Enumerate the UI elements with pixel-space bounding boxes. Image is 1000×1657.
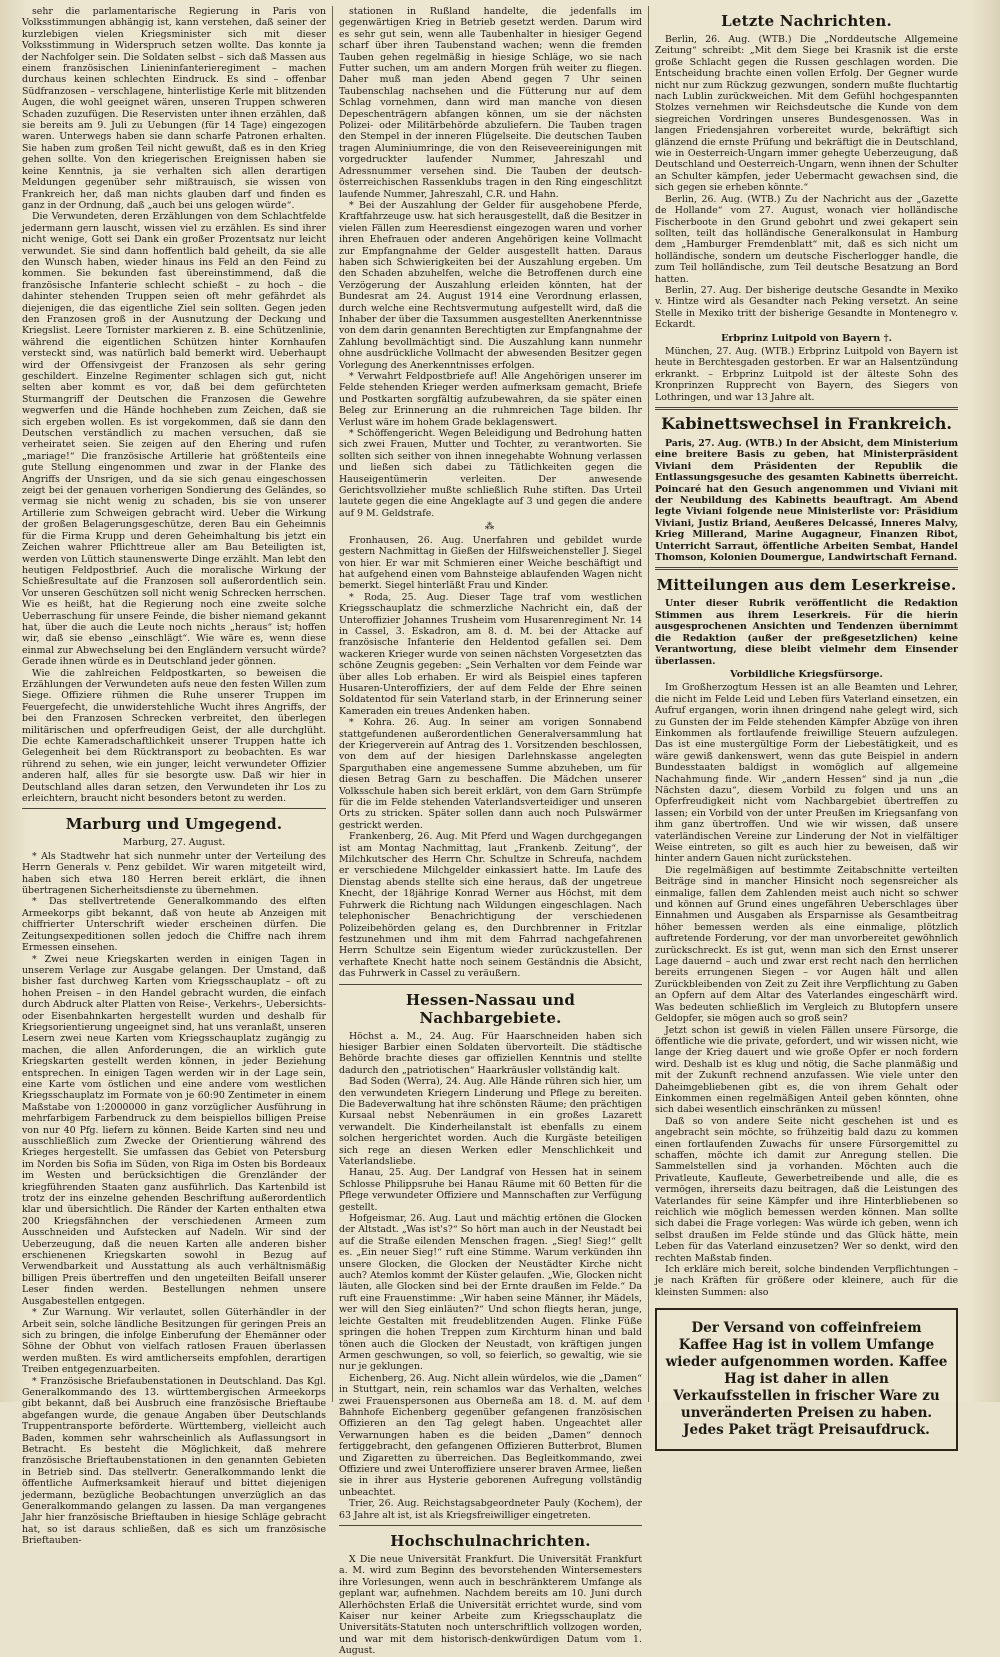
section-title-hochschul: Hochschulnachrichten.	[390, 1532, 591, 1550]
divider	[339, 1525, 642, 1526]
news-item: Berlin, 27. Aug. Der bisherige deutsche Gesandte in Mexiko v. Hintze wird als Gesandter nach Peking versetzt. An seine Stelle in Mexiko tritt der bisherige Gesandte in Montenegro v. Eckardt.	[655, 284, 958, 331]
article-paragraph: * Verwahrt Feldpostbriefe auf! Alle Angehörigen unserer im Felde stehenden Krieger werden aufmerksam gemacht, Briefe und Postkarten sorgfältig aufzubewahren, da sie später einen Beleg zur Erinnerung an die ruhmreichen Tage bilden. Ihr Verlust wäre im hohem Grade beklagenswert.	[339, 371, 642, 428]
column-container	[16, 6, 992, 1657]
news-item: * Zwei neue Kriegskarten werden in einigen Tagen in unserem Verlage zur Ausgabe gelangen. Der Umstand, daß bisher fast durchweg Karten vom Kriegsschauplatz – oft zu hohen Preisen – in den Handel gebracht wurden, die einfach durch Abdruck alter Platten von Reise-, Verkehrs-, Uebersichts- oder Eisenbahnkarten hergestellt wurden und deshalb für Kriegsorientierung ungeeignet sind, hat uns veranlaßt, unseren Lesern zwei neue Karten vom Kriegsschauplatz zugängig zu machen, die allen Anforderungen, die an wirklich gute Kriegskarten gestellt werden können, in jeder Beziehung entsprechen. In einigen Tagen werden wir in der Lage sein, eine Karte vom östlichen und eine andere vom westlichen Kriegsschauplatz im Formate von je 60:90 Zentimeter in einem Maßstabe von 1:2000000 in ganz vorzüglicher Ausführung in mehrfarbigem Farbendruck zu dem beispiellos billigen Preise von nur 40 Pfg. liefern zu können. Beide Karten sind neu und ausschließlich zum Zwecke der Orientierung während des Krieges hergestellt. Sie umfassen das Gebiet von Petersburg im Norden bis Sofia im Süden, von Riga im Osten bis Bordeaux im Westen und berücksichtigen die Grenzländer der kriegführenden Staaten ganz ausführlich. Das Kartenbild ist trotz der ins einzelne gehenden Beschriftung außerordentlich klar und übersichtlich. Die Ränder der Karten enthalten etwa 200 Kriegsfähnchen der verschiedenen Armeen zum Ausschneiden und Aufstecken auf Nadeln. Wir sind der Ueberzeugung, daß die neuen Karten alle anderen bisher erschienenen Kriegskarten sowohl in Bezug auf Verwendbarkeit und Ausstattung als auch verhältnismäßig billigen Preis übertreffen und den ungeteilten Beifall unserer Leser finden werden. Bestellungen nehmen unsere Ausgabestellen entgegen.	[22, 953, 326, 1307]
subheading-kriegsfuersorge: Vorbildliche Kriegsfürsorge.	[730, 668, 883, 680]
news-item: X Die neue Universität Frankfurt. Die Universität Frankfurt a. M. wird zum Beginn des bevorstehenden Wintersemesters ihre Vorlesungen, wenn auch in beschränkterem Umfange als geplant war, aufnehmen. Nachdem bereits am 10. Juni durch Allerhöchsten Erlaß die Universität errichtet wurde, sind vom Kaiser nur keiner Arbeite zum Kriegsschauplatz die Universitäts-Statuten noch unterschriftlich vollzogen worden, und war mit dem historisch-denkwürdigen Datum vom 1. August.	[339, 1554, 642, 1657]
news-item: * Das stellvertretende Generalkommando des elften Armeekorps gibt bekannt, daß von heute ab Anzeigen mit chiffrierter Unterschrift wieder erscheinen dürfen. Die Zeitungsexpeditionen sollen jedoch die Chiffre nach ihrem Ermessen einsehen.	[22, 896, 326, 954]
article-paragraph: Die Verwundeten, deren Erzählungen von dem Schlachtfelde jedermann gern lauscht, wissen viel zu erzählen. Es sind ihrer nicht wenige, Gott sei Dank ein großer Prozentsatz nur leicht verwundet. Sie sind dann hoffentlich bald geheilt, da sie alle den Wunsch haben, wieder hinaus ins Feld an den Feind zu kommen. Sie bekunden fast übereinstimmend, daß die französische Infanterie schlecht schießt – zu hoch – die dahinter stehenden Truppen seien oft mehr gefährdet als diejenigen, die das eigentliche Ziel sein sollten. Gegen jeden den Franzosen groß in der Ausnutzung der Deckung und Kriegslist. Leere Tornister markieren z. B. eine Schützenlinie, während die eigentlichen Schützen hinter Kornhaufen versteckt sind, was natürlich bald bemerkt wird. Ueberhaupt wird der Offensivgeist der Franzosen als sehr gering geschildert. Einzelne Regimenter schlagen sich gut, nicht selten aber kommt es vor, daß bei dem gefürchteten Sturmangriff der Deutschen die Franzosen die Gewehre wegwerfen und die Hände hochheben zum Zeichen, daß sie sich ergeben wollen. Es ist vorgekommen, daß sie dann den Deutschen verständlich zu machen versuchen, daß sie verheiratet seien. Sie zeigen auf den Ehering und rufen „mariage!“ Die französische Artillerie hat größtenteils eine gute Stellung eingenommen und zwar in der Flanke des Angriffs der Unsrigen, und da sie sich genau eingeschossen zeigt bei der genauen vorherigen Sondierung des Geländes, so vermag sie nicht wenig zu schaden, bis sie von unserer Artillerie zum Schweigen gebracht wird. Ueber die Wirkung der großen Belagerungsgeschütze, deren Bau ein Geheimnis für die Firma Krupp und deren Geheimhaltung bis jetzt ein Zeichen wahrer Pflichttreue aller am Bau Beteiligten ist, werden von Lüttich staunenswerte Dinge erzählt. Man lebt den heutigen Feldpostbrief. Auch die moralische Wirkung der Schießresultate auf die Franzosen soll außerordentlich sein. Vor unseren Geschützen soll nicht wenig Schrecken herrschen. Wie es heißt, hat die Regierung noch eine zweite solche Ueberraschung für unsere Feinde, die bisher niemand gekannt hat, über die auch die Leute noch nichts „heraus“ ist; hoffen wir, daß sie ebenso „einschlägt“. Wie wäre es, wenn diese einmal zur Abwechselung bei den Engländern versucht würde? Gerade ihnen würde es in Deutschland jeder gönnen.	[22, 211, 326, 668]
news-item: * Kohra. 26. Aug. In seiner am vorigen Sonnabend stattgefundenen außerordentlichen Generalversammlung hat der Kriegerverein auf Antrag des 1. Vorsitzenden beschlossen, von dem auf der hiesigen Darlehnskasse angelegten Sparguthaben eine angemessene Summe abzuheben, um für diesen Betrag Garn zu beschaffen. Die Mädchen unserer Volksschule haben sich bereit erklärt, von dem Garn Strümpfe für die im Felde stehenden Vaterlandsverteidiger und unseren Orts zu stricken. Später sollen dann auch noch Pulswärmer gestrickt werden.	[339, 717, 642, 831]
news-item: Hofgeismar, 26. Aug. Laut und mächtig ertönen die Glocken der Altstadt. „Was ist's?“ So hört man auch in der Neustadt bei auf die Straße eilenden Menschen fragen. „Sieg! Sieg!“ gellt es. „Ein neuer Sieg!“ ruft eine Stimme. Warum verkünden ihn unsere Glocken, die Glocken der Neustädter Kirche nicht auch? Atemlos kommt der Küster gelaufen. „Wie, Glocken nicht läuten, alle Glocken sind bei der Ernte draußen im Felde.“ Da ruft eine Frauenstimme: „Wir haben seine Männer, ihr Mädels, wer will den Sieg einläuten?“ Und schon fliegts heran, junge, leichte Gestalten mit freudeblitzenden Augen. Flinke Füße springen die hohen Treppen zum Kirchturm hinan und bald tönen auch die Glocken der Neustadt, von kräftigen jungen Armen geschwungen, so voll, so feierlich, so gewaltig, wie sie nur je geklungen.	[339, 1213, 642, 1373]
article-paragraph: Wie die zahlreichen Feldpostkarten, so beweisen die Erzählungen der Verwundeten aufs neue den festen Willen zum Siege. Offiziere rühmen die Ruhe unserer Truppen im Feuergefecht, die unwiderstehliche Wucht ihres Angriffs, der bei den Franzosen Schrecken verbreitet, den überlegen militärischen und opferfreudigen Geist, der alle durchglüht. Die echte Kameradschaftlichkeit unserer Truppen hatte ich Gelegenheit bei dem Rücktransport zu beobachten. Es war rührend zu sehen, wie ein junger, leicht verwundeter Offizier anderen half, alles für sie besorgte usw. Daß wir hier in Deutschland alles daran setzen, den Verwundeten ihr Los zu erleichtern, braucht nicht besonders betont zu werden.	[22, 667, 326, 805]
news-item: Höchst a. M., 24. Aug. Für Haarschneiden haben sich hiesiger Barbier einen Soldaten übervorteilt. Die städtische Behörde brachte dieses gar offiziellen Kenntnis und stellte dadurch den „patriotischen“ Haarkräusler vollständig kalt.	[339, 1030, 642, 1076]
divider	[655, 567, 958, 570]
section-title-marburg: Marburg und Umgegend.	[65, 815, 283, 834]
column-3	[648, 6, 964, 1439]
article-paragraph: * Schöffengericht. Wegen Beleidigung und Bedrohung hatten sich zwei Frauen, Mutter und Tochter, zu verantworten. Sie sollten sich seither von ihnen innegehabte Wohnung verlassen und ließen sich dabei zu Tätlichkeiten gegen die Hauseigentümerin verleiten. Der anwesende Gerichtsvollzieher mußte schließlich Ruhe stiften. Das Urteil lautete gegen die eine Angeklagte auf 3 und gegen die andere auf 9 M. Geldstrafe.	[339, 428, 642, 519]
article-paragraph: Ich erkläre mich bereit, solche bindenden Verpflichtungen – je nach Kräften für größere oder kleinere, auch für die kleinsten Summen: also	[655, 1264, 958, 1298]
advertisement-kaffee-hag: Der Versand von coffeinfreiem Kaffee Hag ist in vollem Umfange wieder aufgenommen worden. Kaffee Hag ist daher in allen Verkaufsstellen in frischer Ware zu unveränderten Preisen zu haben. Jedes Paket trägt Preisaufdruck.	[655, 1308, 958, 1451]
article-paragraph: * Bei der Auszahlung der Gelder für ausgehobene Pferde, Kraftfahrzeuge usw. hat sich herausgestellt, daß die Besitzer in vielen Fällen zum Heeresdienst eingezogen waren und vorher ihren Ehefrauen oder anderen Angehörigen keine Vollmacht zur Empfangnahme der Gelder ausgestellt hatten. Daraus haben sich Schwierigkeiten bei der Auszahlung ergeben. Um den Schaden abzuhelfen, welche die Betroffenen durch eine Verzögerung der Auszahlung erleiden könnten, hat der Bundesrat am 24. August 1914 eine Verordnung erlassen, durch welche eine Rechtsvermutung aufgestellt wird, daß die Inhaber der über die Taxsummen ausgestellten Anerkenntnisse von dem darin genannten Berechtigten zur Empfangnahme der Zahlung bevollmächtigt sind. Die Auszahlung kann nunmehr ohne ausdrückliche Vollmacht der abwesenden Besitzer gegen Vorlegung des Anerkenntnisses erfolgen.	[339, 199, 642, 371]
news-item: Trier, 26. Aug. Reichstagsabgeordneter Pauly (Kochem), der 63 Jahre alt ist, ist als Kriegsfreiwilliger eingetreten.	[339, 1498, 642, 1521]
news-item: Fronhausen, 26. Aug. Unerfahren und gebildet wurde gestern Nachmittag in Gießen der Hilfsweichensteller J. Siegel von hier. Er war mit Schmieren einer Weiche beschäftigt und hat aufgehend einen vom Bahnsteige ablaufenden Wagen nicht bemerkt. Siegel hinterläßt Frau und Kinder.	[339, 534, 642, 592]
section-title-kabinettswechsel: Kabinettswechsel in Frankreich.	[661, 414, 952, 433]
news-item: Paris, 27. Aug. (WTB.) In der Absicht, dem Ministerium eine breitere Basis zu geben, hat Ministerpräsident Viviani dem Präsidenten der Republik die Entlassungsgesuche des gesamten Kabinetts überreicht. Poincaré hat den Gesuch angenommen und Viviani mit der Neubildung des Kabinetts beauftragt. Am Abend legte Viviani folgende neue Ministerliste vor: Präsidium Viviani, Justiz Briand, Aeußeres Delcassé, Inneres Malvy, Krieg Millerand, Marine Augagneur, Finanzen Ribot, Unterricht Sarraut, öffentliche Arbeiten Sembat, Handel Thomson, Kolonien Doumergue, Landwirtschaft Fernand.	[655, 438, 958, 564]
dateline: Marburg, 27. August.	[122, 837, 226, 849]
section-title-hessen-nassau: Hessen-Nassau und Nachbargebiete.	[405, 990, 576, 1027]
news-item: Berlin, 26. Aug. (WTB.) Die „Norddeutsche Allgemeine Zeitung“ schreibt: „Mit dem Siege bei Krasnik ist die erste große Schlacht gegen die Russen geschlagen worden. Die Entscheidung brachte einen vollen Erfolg. Der Gegner wurde nicht nur zum Rückzug gezwungen, sondern mußte fluchtartig nach Lublin zurückweichen. Mit dem Gefühl hochgespannten Stolzes vernehmen wir Reichsdeutsche die Kunde von dem siegreichen Vordringen unseres Bundesgenossen. Was in langen Friedensjahren vorbereitet wurde, bekräftigt sich glänzend die ernste Prüfung und bekräftigt die in Deutschland, wie in Oesterreich-Ungarn immer gehegte Ueberzeugung, daß Deutschland und Oesterreich-Ungarn, wenn ihnen der Schulter an Schulter kämpfen, jeder Uebermacht gewachsen sind, die sich gegen sie erheben könnte.“	[655, 34, 958, 194]
editorial-notice: Unter dieser Rubrik veröffentlicht die Redaktion Stimmen aus ihrem Leserkreis. Für die hierin ausgesprochenen Ansichten und Tendenzen übernimmt die Redaktion (außer der preßgesetzlichen) keine Verantwortung, diese bleibt vielmehr dem Einsender überlassen.	[655, 598, 958, 667]
article-paragraph: Die regelmäßigen auf bestimmte Zeitabschnitte verteilten Beiträge sind in mancher Hinsicht noch segensreicher als einmalige, fallen dem Zahlenden meist auch nicht so schwer und können auf Grund eines ungefähren Ueberschlages über Einnahmen und Ausgaben als Ersparnisse als Gesamtbeitrag höher bemessen werden als eine einmalige, plötzlich auftretende Forderung, vor der man unvorbereitet gewöhnlich zurückschreckt. Es ist gut, wenn man sich den Ernst unserer Lage dauernd – auch und zwar erst recht nach den herrlichen bereits errungenen Siegen – vor Augen hält und allen Zurückbleibenden von Zeit zu Zeit ihre Verpflichtung zu Gaben an Opfern auf dem Altar des Vaterlandes eingeschärft wird. Was bedeuten schließlich im Vergleich zu Blutopfern unsere Geldopfer, sie mögen auch so groß sein?	[655, 864, 958, 1025]
news-item: München, 27. Aug. (WTB.) Erbprinz Luitpold von Bayern ist heute in Berchtesgaden gestorben. Er war an Halsentzündung erkrankt. – Erbprinz Luitpold ist der älteste Sohn des Kronprinzen Rupprecht von Bayern, des Siegers von Lothringen, und war 13 Jahre alt.	[655, 345, 958, 403]
article-paragraph: Im Großherzogtum Hessen ist an alle Beamten und Lehrer, die nicht im Felde Leid und Leben fürs Vaterland einsetzen, ein Aufruf ergangen, worin ihnen dringend nahe gelegt wird, sich zu Gunsten der im Felde stehenden Kämpfer Abzüge von ihren Einkommen als fortlaufende freiwillige Steuern aufzulegen. Das ist eine mustergültige Form der Liebestätigkeit, und es wäre gewiß dankenswert, wenn das gute Beispiel in andern Bundesstaaten baldigst in womöglich auf allgemeine Nachahmung finde. Wir „andern Hessen“ sind ja nun „die Nächsten dazu“, diesem Vorbild zu folgen und uns an Opferfreudigkeit nicht vom Nachbargebiet übertreffen zu lassen; ein Vorbild von der unter Preußen im Kriegsanfang von ihm ganz übertroffen. Und wie wir wissen, daß unsere vaterländischen Vereine zur Linderung der Not in vielfältiger Weise eintreten, so gilt es auch hier zu beweisen, daß wir hinter andern Gauen nicht zurückstehen.	[655, 682, 958, 865]
separator-dots: ⁂	[484, 521, 497, 533]
news-item: * Als Stadtwehr hat sich nunmehr unter der Verteilung des Herrn Generals v. Penz gebildet. Wir waren mitgeteilt wird, haben sich etwa 180 Herren bereit erklärt, die ihnen übertragenen Sicherheitsdienste zu übernehmen.	[22, 850, 326, 897]
news-item: Eichenberg, 26. Aug. Nicht allein würdelos, wie die „Damen“ in Stuttgart, nein, rein schamlos war das Verhalten, welches zwei Frauenspersonen aus Oberneßa am 18. d. M. auf dem Bahnhofe Eichenberg gegenüber gefangenen französischen Offizieren an den Tag gelegt haben. Ungeachtet aller Verwarnungen haben es die beiden „Damen“ dennoch fertiggebracht, den gefangenen Offizieren Butterbrot, Blumen und Zigaretten zu überreichen. Das Begleitkommando, zwei Offiziere und zwei Unteroffiziere unserer braven Armee, ließen sie in ihrer aus Hysterie geborenen Aufregung vollständig unbeachtet.	[339, 1372, 642, 1498]
divider	[655, 407, 958, 410]
article-paragraph: sehr die parlamentarische Regierung in Paris von Volksstimmungen abhängig ist, kann verstehen, daß seiner der kurzlebigen vielen Kriegsminister sich mit dieser Volksstimmung in Widerspruch setzen wollte. Das konnte ja der Nachfolger sein. Die Soldaten selbst – sich daß Massen aus einem französischen Linieninfanterieregiment – machen durchaus keinen schlechten Eindruck. Es sind – offenbar Südfranzosen – verschlagene, hinterlistige Kerle mit blitzenden Augen, die wohl geeignet wären, unseren Truppen schweren Schaden zuzufügen. Die Reservisten unter ihnen erzählen, daß sie bereits am 9. Juli zu Uebungen (für 14 Tage) eingezogen waren. Unterwegs haben sie dann scharfe Patronen erhalten. Sie haben zum großen Teil nicht gewußt, daß es in den Krieg gehen sollte. Von den kriegerischen Ereignissen haben sie keine Kenntnis, ja sie verhalten sich allen derartigen Meldungen gegenüber sehr mißtrauisch, sie wissen von Frankreich her, daß man nichts glauben darf und finden es ganz in der Ordnung, daß „auch bei uns gelogen würde“.	[22, 6, 326, 211]
section-title-letzte-nachrichten: Letzte Nachrichten.	[721, 12, 892, 30]
news-item: * Französische Briefaubenstationen in Deutschland. Das Kgl. Generalkommando des 13. württembergischen Armeekorps gibt bekannt, daß bei Ausbruch eine französische Brieftaube abgefangen wurde, die genaue Angaben über Deutschlands Truppentransporte beförderte. Württemberg, vielleicht auch Baden, kommen sehr wahrscheinlich als Auflassungsort in Betracht. Es besteht die Möglichkeit, daß mehrere französische Brieftaubenstationen in den genannten Gebieten in Betrieb sind. Das stellvertr. Generalkommando lenkt die öffentliche Aufmerksamkeit hierauf und bittet diejenigen jedermann, bezügliche Beobachtungen unverzüglich an das Generalkommando gelangen zu lassen. Da man vergangenes Jahr hier französische Brieftauben in hiesige Schläge gebracht hat, so ist daraus schließen, daß es sich um französische Brieftauben-	[22, 1375, 326, 1547]
news-item: * Roda, 25. Aug. Dieser Tage traf vom westlichen Kriegsschauplatz die schmerzliche Nachricht ein, daß der Unteroffizier Johannes Trusheim vom Husarenregiment Nr. 14 in Cassel, 3. Eskadron, am 8. d. M. bei der Attacke auf französische Infanterie den Heldentod gefallen sei. Dem wackeren Krieger wurde von seinen nächsten Vorgesetzten das schöne Zeugnis gegeben: „Sein Verhalten vor dem Feinde war über alles Lob erhaben. Er wird als Beispiel eines tapferen Husaren-Unteroffiziers, der auf dem Felde der Ehre seinen Soldatentod für sein Vaterland starb, in der Erinnerung seiner Kameraden ein treues Andenken haben.	[339, 591, 642, 717]
news-item: Berlin, 26. Aug. (WTB.) Zu der Nachricht aus der „Gazette de Hollande“ vom 27. August, wonach vier holländische Fischerboote in den Grund gebohrt und zwei gekapert sein sollten, teilt das holländische Generalkonsulat in Hamburg dem „Hamburger Fremdenblatt“ mit, daß es sich nicht um holländische, sondern um deutsche Fischerlogger handle, die zum Teil holländische, zum Teil deutsche Besatzung an Bord hatten.	[655, 193, 958, 285]
subheading-erbprinz: Erbprinz Luitpold von Bayern †.	[721, 332, 892, 344]
divider	[339, 984, 642, 985]
news-item: Frankenberg, 26. Aug. Mit Pferd und Wagen durchgegangen ist am Montag Nachmittag, laut „Frankenb. Zeitung“, der Milchkutscher des Herrn Chr. Schultze in Schreufa, nachdem er verschiedene Milchgelder einkassiert hatte. Im Laufe des Dienstag abends stellte sich eine heraus, daß der ungetreue Knecht, der 18jährige Konrad Werner aus Höchst, mit dem Fuhrwerk die Richtung nach Wildungen eingeschlagen. Nach telephonischer Benachrichtigung der verschiedenen Polizeibehörden gelang es, den Durchbrenner in Fritzlar festzunehmen und ihm mit dem Fahrrad nachgefahrenen Herrn Schultze sein Eigentum wieder zurückzustellen. Der verhaftete Knecht hatte noch seinem Geständnis die Absicht, das Fuhrwerk in Cassel zu veräußern.	[339, 831, 642, 980]
news-item: Bad Soden (Werra), 24. Aug. Alle Hände rühren sich hier, um den verwundeten Kriegern Linderung und Pflege zu bereiten. Die Badeverwaltung hat ihre schönsten Räume; den prächtigen Kursaal nebst Nebenräumen in ein großes Lazarett verwandelt. Die Kinderheilanstalt ist ebenfalls zu einem solchen hergerichtet worden. Auch die Kurgäste beteiligen sich rege an diesen Werken edler Menschlichkeit und Vaterlandsliebe.	[339, 1076, 642, 1167]
news-item: Hanau, 25. Aug. Der Landgraf von Hessen hat in seinem Schlosse Philippsruhe bei Hanau Räume mit 60 Betten für die Pflege verwundeter Offiziere und Mannschaften zur Verfügung gestellt.	[339, 1167, 642, 1213]
article-paragraph: Jetzt schon ist gewiß in vielen Fällen unsere Fürsorge, die öffentliche wie die private, gefordert, und wir wissen nicht, wie lange der Krieg dauert und wie große Opfer er noch fordern wird. Deshalb ist es klug und nötig, die Sache planmäßig und mit der Zukunft rechnend anzufassen. Wie viele unter den Daheimgebliebenen gibt es, die von ihrem Gehalt oder Einkommen einen regelmäßigen Anteil geben könnten, ohne sich dabei wesentlich einschränken zu müssen!	[655, 1024, 958, 1116]
column-1	[16, 6, 332, 1547]
article-paragraph: stationen in Rußland handelte, die jedenfalls im gegenwärtigen Krieg in Betrieb gesetzt werden. Darum wird es sehr gut sein, wenn alle Taubenhalter in hiesiger Gegend scharf über ihren Taubenstand wachen; wenn die fremden Tauben gehen regelmäßig in hiesige Schläge, wo sie nach Futter suchen, um am andern Morgen früh weiter zu fliegen. Daher muß man jeden Abend gegen 7 Uhr seinen Taubenschlag nachsehen und die Fütterung nur auf dem Schlag vornehmen, dann wird man manche von diesen Depeschenträgern abfangen können, um sie der nächsten Polizei- oder Militärbehörde abzuliefern. Die Tauben tragen den Stempel in der inneren Flügelseite. Die deutschen Tauben tragen Aluminiumringe, die von den Reiseveereinigungen mit vorgedruckter laufender Nummer, Jahreszahl und Adressnummer versehen sind. Die Tauben der deutsch-österreichischen Rassenklubs tragen in den Ring eingeschlitzt laufende Nummer, Jahreszahl, C.R. und Hahn.	[339, 6, 642, 200]
article-paragraph: Daß so von andere Seite nicht geschehen ist und es angebracht sein möchte, so frühzeitig bald dazu zu kommen einen fortlaufenden Zuwachs für unsere Fürsorgemittel zu schaffen, möchte ich damit zur Anregung stellen. Die Sammelstellen sind ja vorhanden. Möchten auch die Privatleute, Kaufleute, Gewerbetreibende und alle, die es vermögen, ihrerseits dazu beitragen, daß die Leistungen des Vaterlandes für seine Kämpfer und ihre Hinterbliebenen so reichlich wie möglich bemessen werden können. Man sollte sich dabei die Frage vorlegen: Was würde ich geben, wenn ich selbst draußen im Felde stünde und das Glück hätte, mein Leben für das Vaterland einzusetzen? Wer so denkt, wird den rechten Maßstab finden.	[655, 1115, 958, 1264]
section-title-leserkreise: Mitteilungen aus dem Leserkreise.	[656, 576, 957, 595]
divider	[22, 808, 326, 809]
column-2	[332, 6, 648, 1657]
news-item: * Zur Warnung. Wir verlautet, sollen Güterhändler in der Arbeit sein, solche ländliche Besitzungen für geringen Preis an sich zu bringen, die infolge Einberufung der Ehemänner oder Söhne der Obhut von vielfach ratlosen Frauen überlassen werden mußten. Es wird amtlicherseits empfohlen, derartigen Treiben entgegenzuarbeiten.	[22, 1307, 326, 1376]
